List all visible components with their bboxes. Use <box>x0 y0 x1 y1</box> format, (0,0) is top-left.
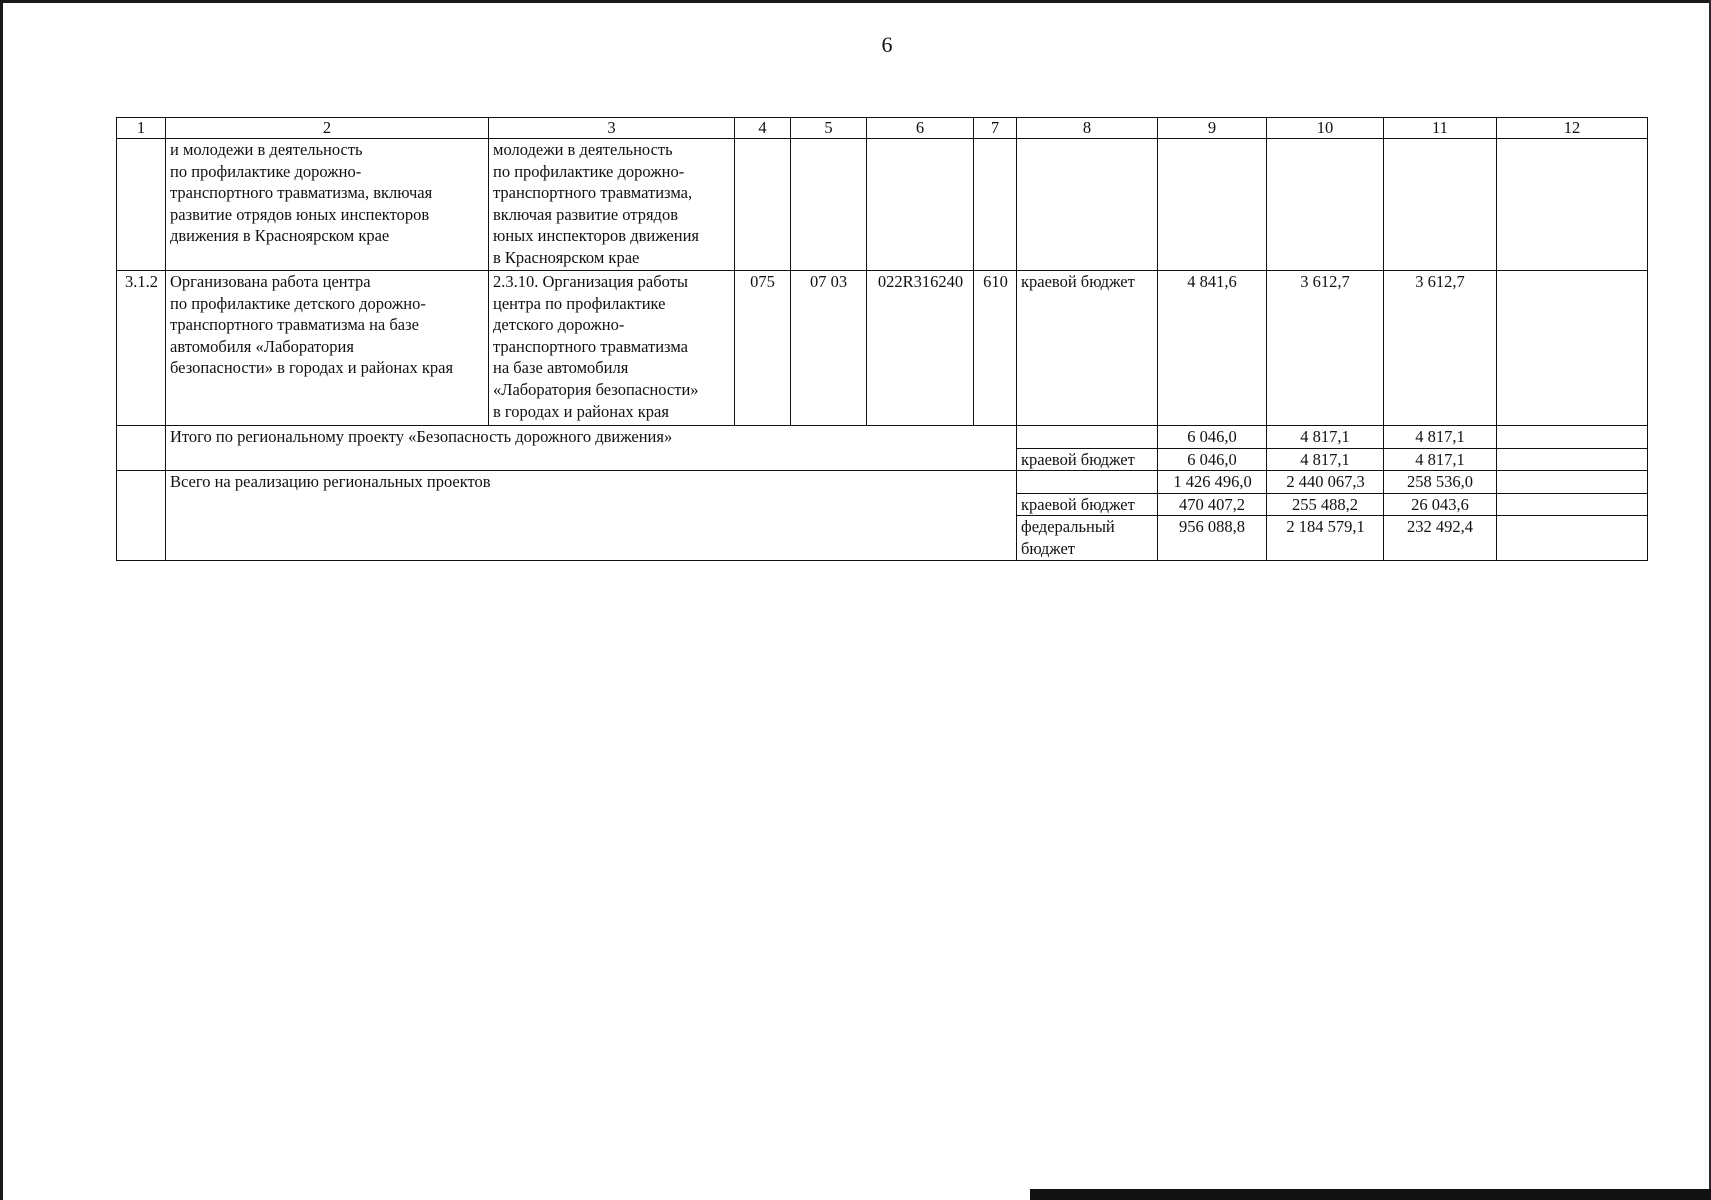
amount-year2: 2 440 067,3 <box>1267 471 1384 494</box>
header-cell: 7 <box>974 118 1017 139</box>
col12-cell <box>1497 493 1648 516</box>
csr-code: 022R316240 <box>867 271 974 426</box>
amount-year3: 232 492,4 <box>1384 516 1497 560</box>
amount-year1: 6 046,0 <box>1158 426 1267 449</box>
header-cell: 5 <box>791 118 867 139</box>
amount-year3: 26 043,6 <box>1384 493 1497 516</box>
cell-empty <box>117 139 166 271</box>
funding-source: федеральный бюджет <box>1017 516 1158 560</box>
table-row-3-1-2 <box>117 271 1648 426</box>
amount-year3: 3 612,7 <box>1384 271 1497 426</box>
funding-source <box>1017 426 1158 449</box>
header-cell: 9 <box>1158 118 1267 139</box>
amount-year1: 470 407,2 <box>1158 493 1267 516</box>
project-total-label: Итого по региональному проекту «Безопасность дорожного движения» <box>166 426 1017 449</box>
cell-empty <box>117 493 166 516</box>
continuation-event-text: молодежи в деятельность по профилактике дорожно- транспортного травматизма, включая развитие отрядов юных инспекторов движения в Красноярском крае <box>489 139 735 271</box>
col12-cell <box>1497 448 1648 471</box>
cell-empty <box>1497 139 1648 271</box>
amount-year2: 4 817,1 <box>1267 426 1384 449</box>
cell-empty <box>166 516 1017 560</box>
vr-code: 610 <box>974 271 1017 426</box>
grand-total-label: Всего на реализацию региональных проектов <box>166 471 1017 494</box>
budget-table <box>116 117 1648 561</box>
cell-empty <box>974 139 1017 271</box>
event-text: 2.3.10. Организация работы центра по профилактике детского дорожно- транспортного травматизма на базе автомобиля «Лаборатория безопасности» в городах и районах края <box>489 271 735 426</box>
header-cell: 1 <box>117 118 166 139</box>
col12-cell <box>1497 271 1648 426</box>
cell-empty <box>117 471 166 494</box>
row-number: 3.1.2 <box>117 271 166 426</box>
grand-total-row <box>117 493 1648 516</box>
header-cell: 10 <box>1267 118 1384 139</box>
result-text: Организована работа центра по профилактике детского дорожно- транспортного травматизма на базе автомобиля «Лаборатория безопасности» в городах и районах края <box>166 271 489 426</box>
cell-empty <box>117 516 166 560</box>
funding-source: краевой бюджет <box>1017 271 1158 426</box>
cell-empty <box>166 493 1017 516</box>
amount-year1: 6 046,0 <box>1158 448 1267 471</box>
amount-year2: 2 184 579,1 <box>1267 516 1384 560</box>
funding-source <box>1017 471 1158 494</box>
header-cell: 11 <box>1384 118 1497 139</box>
amount-year2: 255 488,2 <box>1267 493 1384 516</box>
table-row-continuation <box>117 139 1648 271</box>
cell-empty <box>735 139 791 271</box>
header-cell: 6 <box>867 118 974 139</box>
col12-cell <box>1497 516 1648 560</box>
project-total-row <box>117 426 1648 449</box>
grbs-code: 075 <box>735 271 791 426</box>
header-cell: 3 <box>489 118 735 139</box>
amount-year3: 4 817,1 <box>1384 448 1497 471</box>
cell-empty <box>1158 139 1267 271</box>
grand-total-row <box>117 516 1648 560</box>
cell-empty <box>117 426 166 449</box>
continuation-result-text: и молодежи в деятельность по профилактике дорожно- транспортного травматизма, включая развитие отрядов юных инспекторов движения в Красноярском крае <box>166 139 489 271</box>
col12-cell <box>1497 471 1648 494</box>
amount-year2: 3 612,7 <box>1267 271 1384 426</box>
table-header-row <box>117 118 1648 139</box>
cell-empty <box>1017 139 1158 271</box>
header-cell: 12 <box>1497 118 1648 139</box>
cell-empty <box>1384 139 1497 271</box>
amount-year2: 4 817,1 <box>1267 448 1384 471</box>
amount-year1: 4 841,6 <box>1158 271 1267 426</box>
cell-empty <box>867 139 974 271</box>
cell-empty <box>117 448 166 471</box>
scan-edge-left <box>0 0 3 1200</box>
project-total-row <box>117 448 1648 471</box>
col12-cell <box>1497 426 1648 449</box>
cell-empty <box>791 139 867 271</box>
funding-source: краевой бюджет <box>1017 448 1158 471</box>
funding-source: краевой бюджет <box>1017 493 1158 516</box>
amount-year1: 956 088,8 <box>1158 516 1267 560</box>
amount-year3: 4 817,1 <box>1384 426 1497 449</box>
header-cell: 8 <box>1017 118 1158 139</box>
amount-year1: 1 426 496,0 <box>1158 471 1267 494</box>
cell-empty <box>1267 139 1384 271</box>
page-number: 6 <box>881 32 893 57</box>
scan-edge-top <box>0 0 1711 3</box>
grand-total-row <box>117 471 1648 494</box>
amount-year3: 258 536,0 <box>1384 471 1497 494</box>
scan-edge-bottom <box>1030 1189 1711 1200</box>
header-cell: 4 <box>735 118 791 139</box>
cell-empty <box>166 448 1017 471</box>
rzpr-code: 07 03 <box>791 271 867 426</box>
header-cell: 2 <box>166 118 489 139</box>
